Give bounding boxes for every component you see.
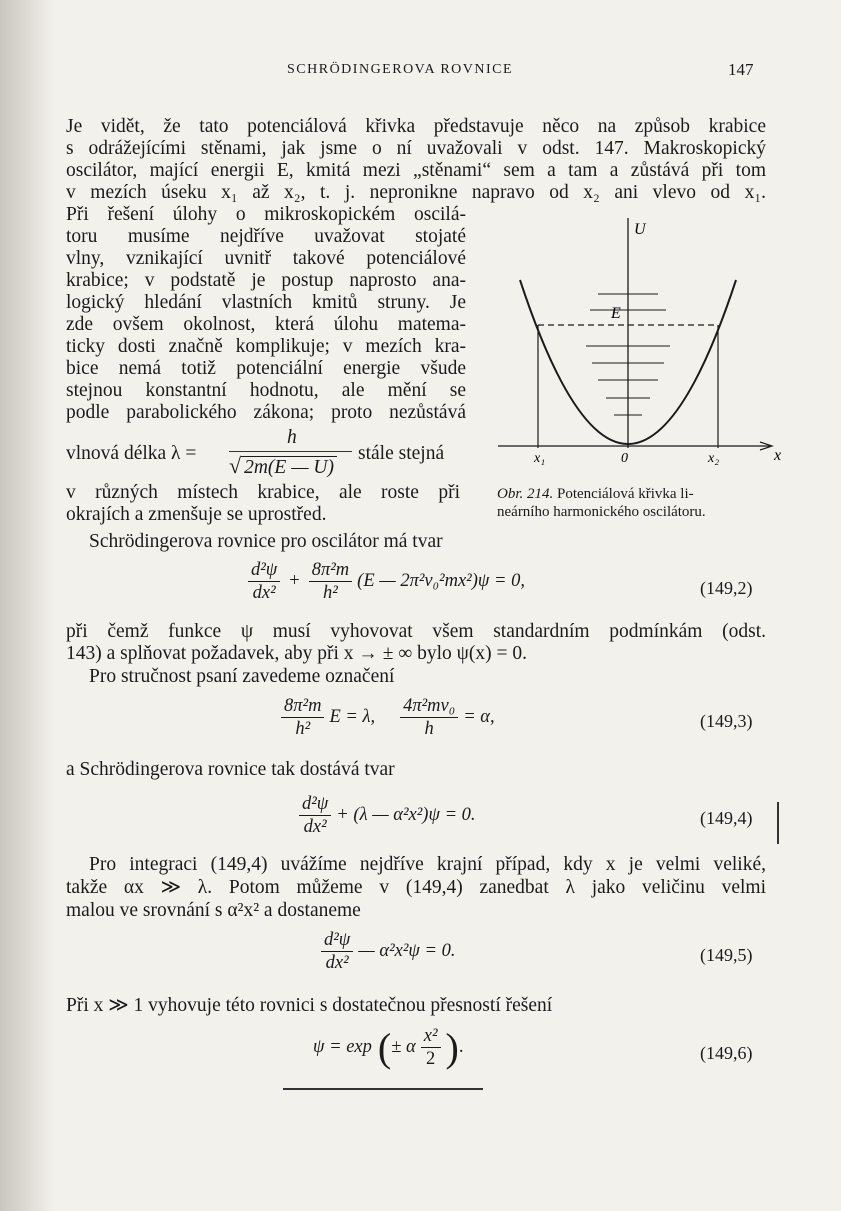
eq5-left-paren: ( xyxy=(377,1024,392,1070)
equation-149-6: ψ = exp ( ± α $\frac{\text{x²}}{2}$ ) . xyxy=(313,1024,464,1070)
origin-label: 0 xyxy=(621,451,628,466)
eq1-num2: 8π²m xyxy=(309,560,352,582)
para2-line-10: podle parabolického zákona; proto nezůstává xyxy=(66,402,466,423)
eq4-rest: — α²x²ψ = 0. xyxy=(358,941,456,961)
margin-mark xyxy=(777,802,779,844)
eq3-num: d²ψ xyxy=(299,794,331,816)
para7-line-2: takže αx ≫ λ. Potom můžeme v (149,4) zanedbat λ jako veličinu velmi xyxy=(66,877,766,898)
para1-line-4: v mezích úseku x₁ až x₂, t. j. nepronikne napravo od x₂ ani vlevo od x₁. xyxy=(66,182,766,203)
x1-label: x₁ xyxy=(534,451,546,466)
eq-number-149-2: (149,2) xyxy=(700,578,753,598)
para3: Schrödingerova rovnice pro oscilátor má tvar xyxy=(89,531,443,552)
wavelength-prefix: vlnová délka λ = xyxy=(66,443,197,464)
eq2-end: = α, xyxy=(463,707,495,727)
eq2-num2: 4π²mν₀ xyxy=(400,696,458,718)
wavelength-denominator: √ 2m(E — U) xyxy=(229,456,337,478)
x2-label: x₂ xyxy=(708,451,720,466)
eq4-den: dx² xyxy=(325,953,349,973)
x-axis-label: x xyxy=(774,447,782,464)
para2-line-7: ticky dosti značně komplikuje; v mezích kra- xyxy=(66,336,466,357)
eq3-rest: + (λ — α²x²)ψ = 0. xyxy=(336,805,476,825)
figure-caption-prefix: Obr. 214. xyxy=(497,486,554,502)
eq1-rest: (E — 2π²ν₀²mx²)ψ = 0, xyxy=(357,571,525,591)
wavelength-denominator-text: 2m(E — U) xyxy=(241,456,337,478)
eq-number-149-3: (149,3) xyxy=(700,711,753,731)
equation-149-2 xyxy=(243,560,525,603)
para5: Pro stručnost psaní zavedeme označení xyxy=(89,666,395,687)
eq1-den2: h² xyxy=(323,583,338,603)
para2-line-1: Při řešení úlohy o mikroskopickém oscilá- xyxy=(66,204,466,225)
eq5-pm: ± α xyxy=(391,1037,416,1057)
eq3-fraction xyxy=(299,794,331,837)
eq-number-149-6: (149,6) xyxy=(700,1043,753,1063)
para2-end-line-1: v různých místech krabice, ale roste při xyxy=(66,482,460,503)
equation-149-5 xyxy=(316,930,456,973)
para8: Při x ≫ 1 vyhovuje této rovnici s dostatečnou přesností řešení xyxy=(66,995,553,1016)
para2-line-2: toru musíme nejdříve uvažovat stojaté xyxy=(66,226,466,247)
eq5-fraction xyxy=(421,1026,441,1069)
eq1-num1: d²ψ xyxy=(248,560,280,582)
eq1-fraction-2 xyxy=(309,560,352,603)
eq3-den: dx² xyxy=(303,817,327,837)
page-gutter-shadow xyxy=(0,0,55,1211)
u-axis-label: U xyxy=(634,221,646,238)
eq1-plus: + xyxy=(289,571,300,591)
figure-caption-line-2: neárního harmonického oscilátoru. xyxy=(497,504,706,520)
eq2-mid: E = λ, xyxy=(329,707,376,727)
para4-line-1: při čemž funkce ψ musí vyhovovat všem standardním podmínkám (odst. xyxy=(66,621,766,642)
para1-line-2: s odrážejícími stěnami, jak jsme o ní uvažovali v odst. 147. Makroskopický xyxy=(66,138,766,159)
figure-caption-line-1 xyxy=(497,485,694,503)
eq4-num: d²ψ xyxy=(321,930,353,952)
para2-line-3: vlny, vznikající uvnitř takové potenciálové xyxy=(66,248,466,269)
eq1-den1: dx² xyxy=(252,583,276,603)
para7-line-3: malou ve srovnání s α²x² a dostaneme xyxy=(66,900,361,921)
eq4-fraction xyxy=(321,930,353,973)
page-number: 147 xyxy=(728,60,754,79)
equation-149-3 xyxy=(276,696,495,739)
eq2-den2: h xyxy=(424,719,434,739)
energy-label: E xyxy=(611,305,621,322)
para4-line-2: 143) a splňovat požadavek, aby při x → ± ∞ bylo ψ(x) = 0. xyxy=(66,643,528,664)
para2-line-8: bice nemá totiž potenciální energie všude xyxy=(66,358,466,379)
bottom-rule xyxy=(283,1088,483,1090)
eq-number-149-4: (149,4) xyxy=(700,808,753,828)
eq2-den1: h² xyxy=(295,719,311,739)
para1-line-1: Je vidět, že tato potenciálová křivka představuje něco na způsob krabice xyxy=(66,116,766,137)
para2-line-6: zde ovšem okolnost, která úlohu matema- xyxy=(66,314,466,335)
wavelength-numerator: h xyxy=(287,427,297,448)
wavelength-suffix: stále stejná xyxy=(358,443,445,464)
para6: a Schrödingerova rovnice tak dostává tvar xyxy=(66,759,395,780)
eq5-den: 2 xyxy=(425,1049,436,1069)
para2-end-line-2: okrajích a zmenšuje se uprostřed. xyxy=(66,504,327,525)
wavelength-fraction-bar xyxy=(229,451,352,452)
para7-line-1: Pro integraci (149,4) uvážíme nejdříve krajní případ, kdy x je velmi veliké, xyxy=(89,854,766,875)
eq5-right-paren: ) xyxy=(445,1024,459,1070)
eq5-lhs: ψ = exp xyxy=(313,1037,372,1057)
para2-line-9: stejnou konstantní hodnotu, ale mění se xyxy=(66,380,466,401)
eq2-fraction-2 xyxy=(400,696,458,739)
eq2-num1: 8π²m xyxy=(281,696,324,718)
para2-line-5: logický hledání vlastních kmitů struny. Je xyxy=(66,292,466,313)
para1-line-3: oscilátor, mající energii E, kmitá mezi „stěnami“ sem a tam a zůstává při tom xyxy=(66,160,766,181)
figure-caption-text-1: Potenciálová křivka li- xyxy=(557,486,694,502)
equation-149-4 xyxy=(294,794,476,837)
eq-number-149-5: (149,5) xyxy=(700,945,753,965)
eq1-fraction-1 xyxy=(248,560,280,603)
potential-curve-figure xyxy=(490,208,790,468)
para2-line-4: krabice; v podstatě je postup naprosto ana- xyxy=(66,270,466,291)
running-header: SCHRÖDINGEROVA ROVNICE xyxy=(287,62,514,77)
eq2-fraction-1 xyxy=(281,696,324,739)
eq5-num: x² xyxy=(421,1026,441,1048)
